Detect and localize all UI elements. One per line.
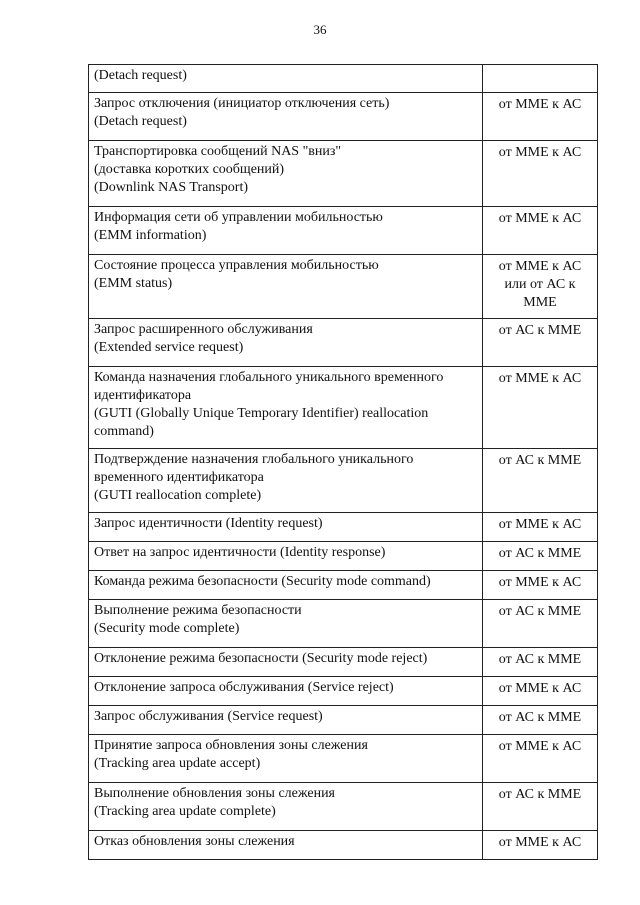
table-row [89,600,598,648]
table-row [89,831,598,860]
direction-line: от MME к АС [498,739,582,754]
direction-cell [483,449,598,513]
table-row [89,706,598,735]
message-name-cell [89,513,483,542]
message-name-cell [89,831,483,860]
direction-line: от АС к MME [498,787,582,802]
message-name-line: Запрос отключения (инициатор отключения сеть) [94,96,390,111]
direction-line: MME [523,295,557,310]
message-name-cell [89,449,483,513]
table-row [89,783,598,831]
message-name-line: (EMM information) [94,228,207,243]
direction-line: от MME к АС [498,835,582,850]
table-row [89,207,598,255]
message-name-cell [89,783,483,831]
direction-cell [483,367,598,449]
direction-line: от MME к АС [498,97,582,112]
message-name-line: Выполнение обновления зоны слежения [94,786,335,801]
direction-cell [483,93,598,141]
message-name-cell [89,141,483,207]
message-name-line: (Detach request) [94,114,187,129]
table-row [89,449,598,513]
direction-cell [483,600,598,648]
message-name-cell [89,571,483,600]
table-row [89,648,598,677]
message-name-line: идентификатора [94,388,192,403]
message-name-line: (Extended service request) [94,340,244,355]
message-name-line: Отклонение запроса обслуживания (Service reject) [94,680,394,695]
table-row [89,255,598,319]
direction-cell [483,542,598,571]
message-name-line: Команда назначения глобального уникального временного [94,370,444,385]
direction-line: от АС к MME [498,453,582,468]
message-name-cell [89,600,483,648]
direction-cell [483,571,598,600]
message-name-line: (доставка коротких сообщений) [94,162,285,177]
message-name-cell [89,207,483,255]
direction-line: или от АС к [504,277,576,292]
message-name-line: Транспортировка сообщений NAS "вниз" [94,144,342,159]
message-name-line: временного идентификатора [94,470,264,485]
message-name-cell [89,542,483,571]
message-name-cell [89,255,483,319]
message-name-line: Состояние процесса управления мобильностью [94,258,379,273]
message-name-line: Запрос обслуживания (Service request) [94,709,323,724]
direction-line: от АС к MME [498,710,582,725]
direction-line: от MME к АС [498,681,582,696]
message-name-line: Запрос расширенного обслуживания [94,322,313,337]
direction-line: от MME к АС [498,145,582,160]
message-name-line: Запрос идентичности (Identity request) [94,516,323,531]
direction-cell [483,648,598,677]
message-name-line: Подтверждение назначения глобального уникального [94,452,414,467]
table-row [89,677,598,706]
message-name-cell [89,367,483,449]
message-name-cell [89,648,483,677]
message-name-line: Ответ на запрос идентичности (Identity response) [94,545,386,560]
message-table [88,64,598,860]
direction-cell [483,735,598,783]
message-name-cell [89,65,483,93]
message-name-line: Информация сети об управлении мобильностью [94,210,383,225]
message-name-line: Отклонение режима безопасности (Security mode reject) [94,651,428,666]
message-name-line: (Downlink NAS Transport) [94,180,249,195]
message-name-cell [89,319,483,367]
direction-cell [483,65,598,93]
direction-line: от АС к MME [498,604,582,619]
message-name-cell [89,735,483,783]
table-row [89,735,598,783]
direction-cell [483,831,598,860]
message-name-line: Отказ обновления зоны слежения [94,834,295,849]
direction-cell [483,513,598,542]
message-name-line: (EMM status) [94,276,173,291]
message-name-line: (Tracking area update complete) [94,804,276,819]
table-row [89,141,598,207]
message-name-line: (Tracking area update accept) [94,756,261,771]
direction-cell [483,141,598,207]
table-row [89,93,598,141]
direction-line: от MME к АС [498,517,582,532]
direction-line: от АС к MME [498,323,582,338]
message-name-cell [89,677,483,706]
direction-line: от MME к АС [498,575,582,590]
message-name-cell [89,706,483,735]
table-row [89,319,598,367]
message-name-line: (Security mode complete) [94,621,240,636]
message-name-line: Выполнение режима безопасности [94,603,302,618]
message-name-line: (Detach request) [94,68,187,83]
message-name-line: (GUTI (Globally Unique Temporary Identifier) reallocation [94,406,429,421]
message-name-line: command) [94,424,154,439]
direction-line: от АС к MME [498,546,582,561]
direction-line: от MME к АС [498,371,582,386]
direction-cell [483,255,598,319]
direction-cell [483,706,598,735]
message-name-line: (GUTI reallocation complete) [94,488,262,503]
direction-line: от MME к АС [498,211,582,226]
table-row [89,65,598,93]
direction-cell [483,677,598,706]
table-row [89,571,598,600]
direction-cell [483,207,598,255]
table-row [89,367,598,449]
message-name-line: Команда режима безопасности (Security mode command) [94,574,431,589]
direction-cell [483,319,598,367]
table-row [89,542,598,571]
message-name-cell [89,93,483,141]
message-table-body [89,65,598,860]
direction-line: от MME к АС [498,259,582,274]
message-name-line: Принятие запроса обновления зоны слежения [94,738,368,753]
direction-cell [483,783,598,831]
table-row [89,513,598,542]
page-number: 36 [313,22,327,37]
direction-line: от АС к MME [498,652,582,667]
